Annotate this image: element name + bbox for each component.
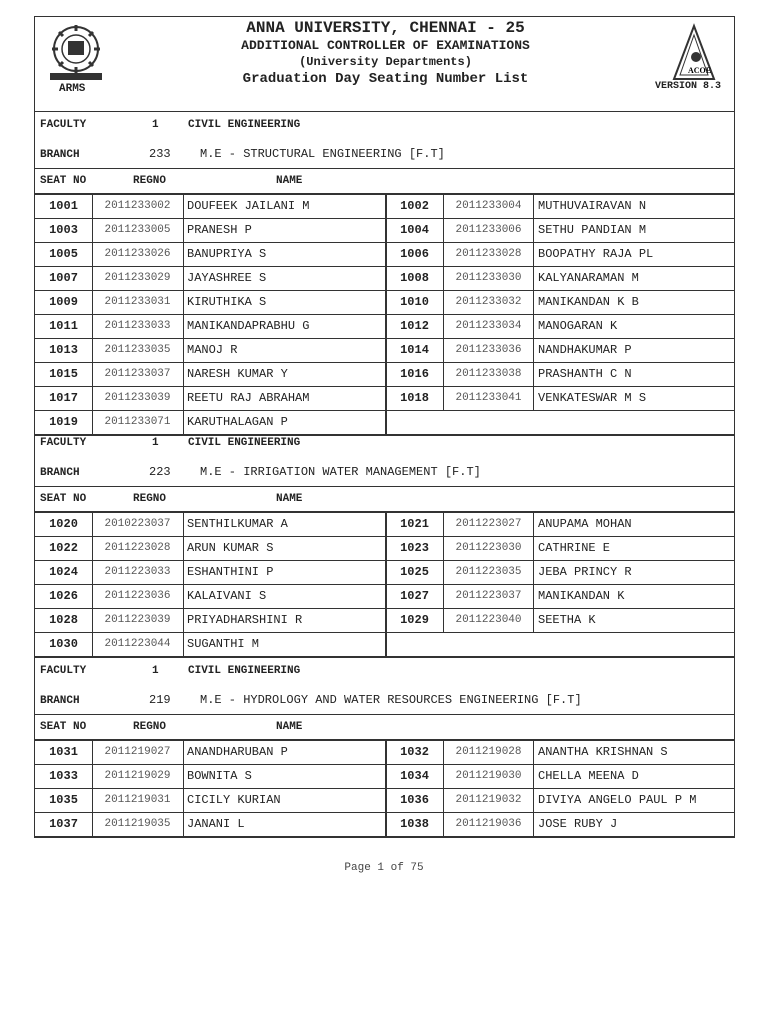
document-title: Graduation Day Seating Number List: [242, 71, 529, 87]
reg-number: 2011219028: [455, 746, 522, 758]
branch-name: M.E - STRUCTURAL ENGINEERING [F.T]: [200, 147, 445, 161]
faculty-name: CIVIL ENGINEERING: [188, 437, 301, 449]
seat-number: 1020: [49, 517, 78, 531]
seat-number: 1028: [49, 613, 78, 627]
reg-number: 2011233033: [104, 320, 171, 332]
student-name: BANUPRIYA S: [187, 247, 267, 261]
seat-number: 1022: [49, 541, 78, 555]
faculty-label: FACULTY: [40, 665, 87, 677]
acoe-logo-text: ACOE: [688, 66, 712, 75]
faculty-code: 1: [152, 437, 159, 449]
seat-number: 1009: [49, 295, 78, 309]
student-name: NANDHAKUMAR P: [538, 343, 632, 357]
student-name: KALYANARAMAN M: [538, 271, 639, 285]
reg-number: 2011223033: [104, 566, 171, 578]
reg-number: 2011223027: [455, 518, 522, 530]
student-name: SUGANTHI M: [187, 637, 260, 651]
reg-number: 2011223040: [455, 614, 522, 626]
student-name: MANOGARAN K: [538, 319, 618, 333]
student-name: JEBA PRINCY R: [538, 565, 632, 579]
branch-row: [35, 457, 734, 487]
branch-label: BRANCH: [40, 467, 80, 479]
student-name: JOSE RUBY J: [538, 817, 618, 831]
seat-number: 1025: [400, 565, 429, 579]
seat-number: 1006: [400, 247, 429, 261]
seat-number: 1036: [400, 793, 429, 807]
student-name: NARESH KUMAR Y: [187, 367, 288, 381]
section-219: [35, 657, 734, 838]
regno-header: REGNO: [133, 175, 167, 187]
table-row: [35, 315, 734, 339]
name-header: NAME: [276, 493, 303, 505]
table-row: [35, 633, 734, 658]
student-name: PRIYADHARSHINI R: [187, 613, 303, 627]
section-233: [35, 111, 734, 436]
seat-number: 1031: [49, 745, 78, 759]
branch-row: [35, 685, 734, 715]
faculty-code: 1: [152, 665, 159, 677]
seat-number: 1008: [400, 271, 429, 285]
seat-no-header: SEAT NO: [40, 721, 87, 733]
version-label: VERSION 8.3: [655, 81, 722, 92]
table-row: [35, 291, 734, 315]
reg-number: 2011219027: [104, 746, 171, 758]
seat-number: 1004: [400, 223, 429, 237]
seat-number: 1017: [49, 391, 78, 405]
reg-number: 2011219035: [104, 818, 171, 830]
seat-number: 1026: [49, 589, 78, 603]
branch-code: 219: [149, 693, 171, 707]
table-row: [35, 561, 734, 585]
table-row: [35, 741, 734, 765]
document-frame: [34, 16, 735, 838]
student-name: KALAIVANI S: [187, 589, 267, 603]
student-name: KIRUTHIKA S: [187, 295, 267, 309]
reg-number: 2010223037: [104, 518, 171, 530]
name-header: NAME: [276, 721, 303, 733]
reg-number: 2011233005: [104, 224, 171, 236]
table-row: [35, 339, 734, 363]
arms-label: ARMS: [59, 83, 86, 95]
seat-number: 1037: [49, 817, 78, 831]
student-name: PRANESH P: [187, 223, 252, 237]
seat-number: 1014: [400, 343, 429, 357]
seat-no-header: SEAT NO: [40, 493, 87, 505]
reg-number: 2011223039: [104, 614, 171, 626]
name-header: NAME: [276, 175, 303, 187]
seat-number: 1029: [400, 613, 429, 627]
seat-number: 1023: [400, 541, 429, 555]
student-name: ESHANTHINI P: [187, 565, 274, 579]
seat-number: 1019: [49, 415, 78, 429]
student-name: ARUN KUMAR S: [187, 541, 274, 555]
student-name: CICILY KURIAN: [187, 793, 281, 807]
table-row: [35, 585, 734, 609]
seat-number: 1034: [400, 769, 429, 783]
table-row: [35, 243, 734, 267]
seat-number: 1021: [400, 517, 429, 531]
column-header: [35, 169, 734, 195]
student-name: ANANDHARUBAN P: [187, 745, 288, 759]
reg-number: 2011233031: [104, 296, 171, 308]
student-name: MANIKANDAN K B: [538, 295, 639, 309]
department-subtitle: (University Departments): [299, 55, 472, 69]
reg-number: 2011233026: [104, 248, 171, 260]
faculty-row: [35, 429, 734, 457]
seat-number: 1030: [49, 637, 78, 651]
reg-number: 2011233030: [455, 272, 522, 284]
table-row: [35, 609, 734, 633]
seat-number: 1012: [400, 319, 429, 333]
branch-name: M.E - IRRIGATION WATER MANAGEMENT [F.T]: [200, 465, 481, 479]
reg-number: 2011223035: [455, 566, 522, 578]
seat-table: [35, 195, 734, 436]
student-name: PRASHANTH C N: [538, 367, 632, 381]
reg-number: 2011233028: [455, 248, 522, 260]
branch-name: M.E - HYDROLOGY AND WATER RESOURCES ENGINEERING [F.T]: [200, 693, 582, 707]
seat-number: 1038: [400, 817, 429, 831]
branch-code: 223: [149, 465, 171, 479]
faculty-row: [35, 657, 734, 685]
reg-number: 2011233041: [455, 392, 522, 404]
reg-number: 2011233029: [104, 272, 171, 284]
student-name: ANANTHA KRISHNAN S: [538, 745, 668, 759]
reg-number: 2011233036: [455, 344, 522, 356]
seat-number: 1027: [400, 589, 429, 603]
seat-number: 1015: [49, 367, 78, 381]
office-title: ADDITIONAL CONTROLLER OF EXAMINATIONS: [241, 38, 530, 53]
student-name: JAYASHREE S: [187, 271, 267, 285]
reg-number: 2011233039: [104, 392, 171, 404]
university-title: ANNA UNIVERSITY, CHENNAI - 25: [246, 19, 525, 37]
reg-number: 2011223044: [104, 638, 171, 650]
reg-number: 2011219030: [455, 770, 522, 782]
seat-number: 1010: [400, 295, 429, 309]
table-row: [35, 765, 734, 789]
student-name: MANIKANDAN K: [538, 589, 625, 603]
student-name: MANIKANDAPRABHU G: [187, 319, 310, 333]
section-223: [35, 429, 734, 658]
seat-number: 1007: [49, 271, 78, 285]
acoe-logo-icon: [671, 23, 717, 83]
branch-code: 233: [149, 147, 171, 161]
seat-table: [35, 513, 734, 658]
faculty-label: FACULTY: [40, 119, 87, 131]
student-name: CATHRINE E: [538, 541, 611, 555]
seat-number: 1001: [49, 199, 78, 213]
table-row: [35, 267, 734, 291]
branch-label: BRANCH: [40, 149, 80, 161]
reg-number: 2011223036: [104, 590, 171, 602]
branch-label: BRANCH: [40, 695, 80, 707]
faculty-code: 1: [152, 119, 159, 131]
seat-number: 1011: [49, 319, 78, 333]
regno-header: REGNO: [133, 493, 167, 505]
student-name: BOWNITA S: [187, 769, 252, 783]
branch-row: [35, 139, 734, 169]
student-name: SENTHILKUMAR A: [187, 517, 288, 531]
student-name: SEETHA K: [538, 613, 596, 627]
student-name: SETHU PANDIAN M: [538, 223, 647, 237]
seat-number: 1035: [49, 793, 78, 807]
student-name: MUTHUVAIRAVAN N: [538, 199, 647, 213]
student-name: DOUFEEK JAILANI M: [187, 199, 310, 213]
faculty-name: CIVIL ENGINEERING: [188, 119, 301, 131]
reg-number: 2011233004: [455, 200, 522, 212]
reg-number: 2011233037: [104, 368, 171, 380]
reg-number: 2011223037: [455, 590, 522, 602]
table-row: [35, 363, 734, 387]
student-name: CHELLA MEENA D: [538, 769, 639, 783]
seat-table: [35, 741, 734, 838]
seat-number: 1018: [400, 391, 429, 405]
seat-number: 1032: [400, 745, 429, 759]
seat-number: 1016: [400, 367, 429, 381]
document-header: [35, 17, 734, 112]
page-number: Page 1 of 75: [344, 862, 424, 874]
reg-number: 2011219029: [104, 770, 171, 782]
seat-number: 1005: [49, 247, 78, 261]
table-row: [35, 195, 734, 219]
regno-header: REGNO: [133, 721, 167, 733]
table-row: [35, 513, 734, 537]
reg-number: 2011219031: [104, 794, 171, 806]
seat-number: 1003: [49, 223, 78, 237]
reg-number: 2011233038: [455, 368, 522, 380]
reg-number: 2011233002: [104, 200, 171, 212]
student-name: KARUTHALAGAN P: [187, 415, 288, 429]
table-row: [35, 813, 734, 838]
student-name: ANUPAMA MOHAN: [538, 517, 632, 531]
reg-number: 2011219032: [455, 794, 522, 806]
table-row: [35, 537, 734, 561]
reg-number: 2011233071: [104, 416, 171, 428]
reg-number: 2011233006: [455, 224, 522, 236]
reg-number: 2011223030: [455, 542, 522, 554]
reg-number: 2011219036: [455, 818, 522, 830]
seat-no-header: SEAT NO: [40, 175, 87, 187]
faculty-row: [35, 111, 734, 139]
table-row: [35, 387, 734, 411]
faculty-label: FACULTY: [40, 437, 87, 449]
student-name: MANOJ R: [187, 343, 238, 357]
reg-number: 2011233032: [455, 296, 522, 308]
reg-number: 2011233035: [104, 344, 171, 356]
column-header: [35, 715, 734, 741]
table-row: [35, 789, 734, 813]
student-name: REETU RAJ ABRAHAM: [187, 391, 310, 405]
student-name: JANANI L: [187, 817, 245, 831]
table-row: [35, 219, 734, 243]
seat-number: 1033: [49, 769, 78, 783]
seat-number: 1024: [49, 565, 78, 579]
column-header: [35, 487, 734, 513]
student-name: BOOPATHY RAJA PL: [538, 247, 654, 261]
student-name: DIVIYA ANGELO PAUL P M: [538, 793, 697, 807]
seat-number: 1002: [400, 199, 429, 213]
reg-number: 2011223028: [104, 542, 171, 554]
seat-number: 1013: [49, 343, 78, 357]
faculty-name: CIVIL ENGINEERING: [188, 665, 301, 677]
reg-number: 2011233034: [455, 320, 522, 332]
student-name: VENKATESWAR M S: [538, 391, 647, 405]
